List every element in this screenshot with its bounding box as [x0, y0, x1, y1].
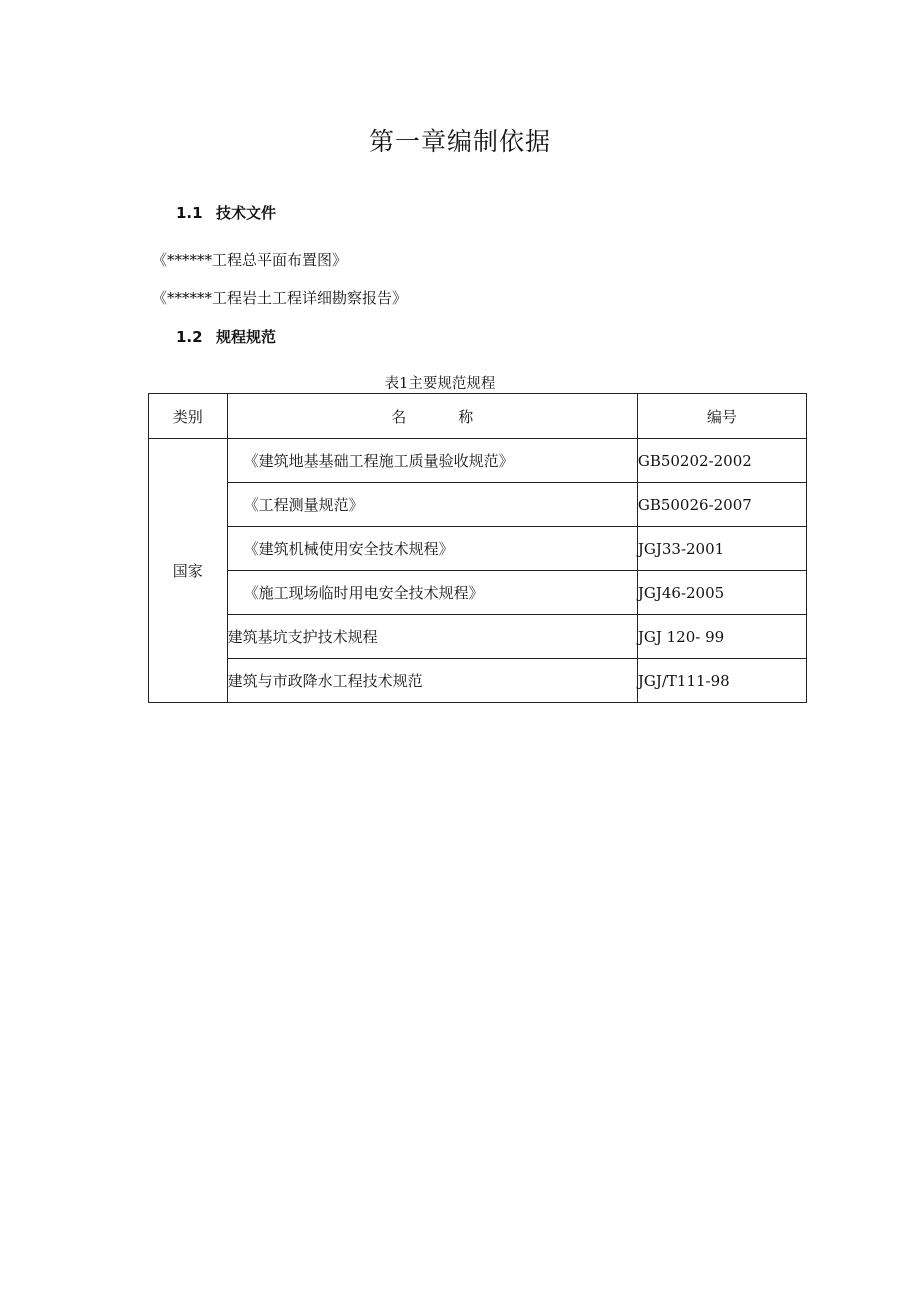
standard-name: 《建筑机械使用安全技术规程》: [227, 527, 637, 571]
header-name-part1: 名: [391, 407, 407, 426]
standard-code: GB50026-2007: [637, 483, 806, 527]
section-heading-standards: [176, 326, 276, 347]
standard-name: 《工程测量规范》: [227, 483, 637, 527]
standard-name: 建筑基坑支护技术规程: [227, 615, 637, 659]
header-name-part2: 称: [458, 407, 474, 426]
table-row: [149, 483, 807, 527]
table-row: [149, 659, 807, 703]
header-name: [227, 394, 637, 439]
section-heading-technical-documents: [176, 202, 276, 223]
category-cell: 国家: [149, 439, 228, 703]
standard-code: JGJ 120- 99: [637, 615, 806, 659]
document-item: 《******工程岩土工程详细勘察报告》: [152, 289, 408, 307]
section-title: 技术文件: [216, 204, 277, 222]
standard-code: GB50202-2002: [637, 439, 806, 483]
standard-name: 《施工现场临时用电安全技术规程》: [227, 571, 637, 615]
document-item: 《******工程总平面布置图》: [152, 251, 348, 269]
section-title: 规程规范: [216, 328, 277, 346]
standard-code: JGJ/T111-98: [637, 659, 806, 703]
standard-code: JGJ33-2001: [637, 527, 806, 571]
header-category: 类别: [149, 394, 228, 439]
standard-name: 《建筑地基基础工程施工质量验收规范》: [227, 439, 637, 483]
table-row: [149, 615, 807, 659]
table-row: [149, 571, 807, 615]
section-number: 1.1: [176, 204, 203, 222]
section-number: 1.2: [176, 328, 203, 346]
table-caption: 表1主要规范规程: [384, 376, 496, 392]
header-code: 编号: [637, 394, 806, 439]
table-row: [149, 527, 807, 571]
table-header-row: [149, 394, 807, 439]
standard-name: 建筑与市政降水工程技术规范: [227, 659, 637, 703]
standards-table: [148, 393, 807, 703]
table-row: [149, 439, 807, 483]
standard-code: JGJ46-2005: [637, 571, 806, 615]
chapter-title: 第一章编制依据: [368, 127, 551, 156]
